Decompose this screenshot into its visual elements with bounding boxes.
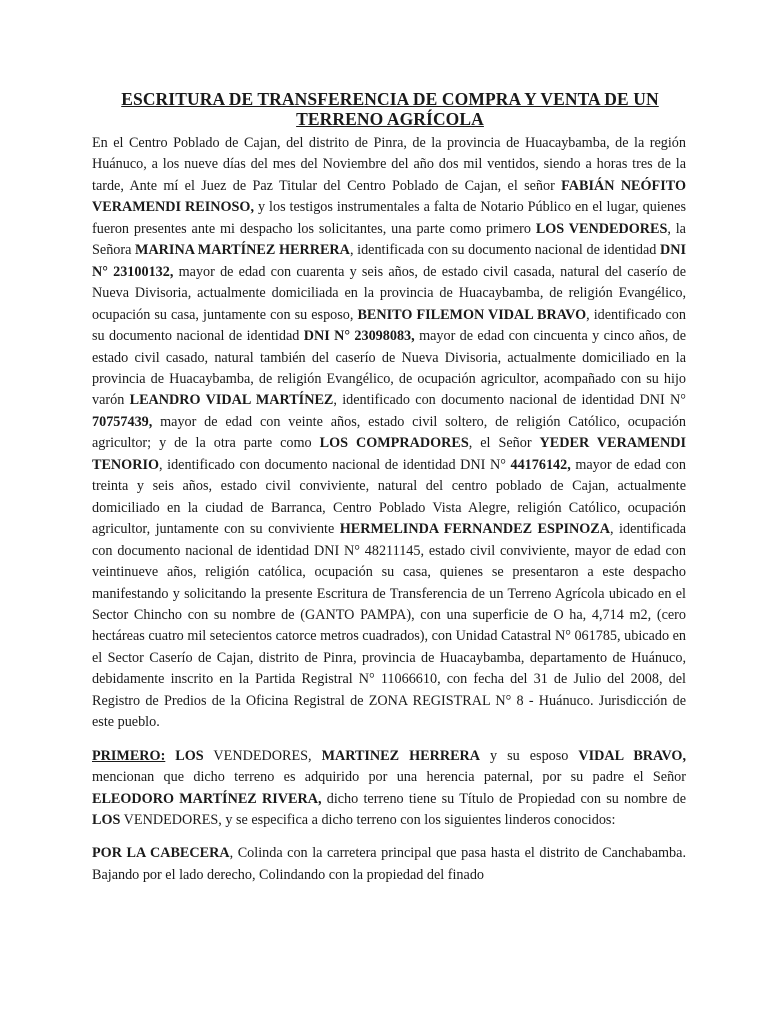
bold-text-run: FABIÁN NEÓFITO VERAMENDI REINOSO, [92,177,686,216]
text-run: En el Centro Poblado de Cajan, del distrito de Pinra, de la provincia de Huacaybamba, de la región Huánuco, a los nueve días del mes del Noviembre del año dos mil ventidos, siendo a horas tres de la tarde, Ante mí el Juez de Paz Titular del Centro Poblado de Cajan, el señor [92,135,686,194]
bold-text-run: MARINA MARTÍNEZ HERRERA [135,242,350,259]
text-run: mayor de edad con treinta y seis años, estado civil conviviente, natural del centro poblado de Cajan, actualmente domiciliado en la ciudad de Barranca, Centro Poblado Vista Alegre, religión Católico, ocupación agricultor, juntamente con su conviviente [92,456,686,538]
bold-text-run: DNI N° 23098083, [303,328,415,345]
text-run: , el Señor [468,435,540,452]
paragraph-por-la-cabecera [92,843,686,886]
bold-text-run: PRIMERO: [92,747,166,764]
text-run: mencionan que dicho terreno es adquirido por una herencia paternal, por su padre el Señor [92,769,686,786]
bold-text-run: LOS [92,811,121,828]
bold-text-run: HERMELINDA FERNANDEZ ESPINOZA [339,521,611,538]
text-run: y los testigos instrumentales a falta de Notario Público en el lugar, quienes fueron presentes ante mi despacho los solicitantes, una parte como primero [92,199,686,237]
bold-text-run: VIDAL BRAVO, [578,747,686,764]
text-run: VENDEDORES, y se especifica a dicho terreno con los siguientes linderos conocidos: [120,811,616,828]
bold-text-run: LOS [175,747,204,764]
text-run [165,748,175,764]
paragraph-primero [92,746,686,832]
text-run: , identificada con su documento nacional de identidad [349,242,660,259]
text-run: , identificado con documento nacional de identidad DNI N° [333,392,686,409]
text-run: , Colinda con la carretera principal que pasa hasta el distrito de Canchabamba. Bajando por el lado derecho, Colindando con la propiedad del finado [92,845,686,883]
text-run: y su esposo [480,747,579,764]
text-run: VENDEDORES, [203,747,322,764]
text-run: , identificado con su documento nacional de identidad [92,306,686,345]
bold-text-run: DNI N° 23100132, [92,242,686,280]
bold-text-run: LOS COMPRADORES [319,435,469,452]
bold-text-run: ELEODORO MARTÍNEZ RIVERA, [92,790,322,807]
paragraph-intro [92,133,686,734]
text-run: , la Señora [92,220,686,259]
bold-text-run: 70757439, [92,413,153,430]
document-title: ESCRITURA DE TRANSFERENCIA DE COMPRA Y VENTA DE UN TERRENO AGRÍCOLA [121,89,659,129]
bold-text-run: LEANDRO VIDAL MARTÍNEZ [129,392,334,409]
text-run: dicho terreno tiene su Título de Propiedad con su nombre de [321,790,686,807]
bold-text-run: LOS VENDEDORES [535,220,668,237]
bold-text-run: YEDER VERAMENDI TENORIO [92,435,687,473]
text-run: mayor de edad con cuarenta y seis años, de estado civil casada, natural del caserío de Nueva Divisoria, actualmente domiciliada en la provincia de Huacaybamba, de religión Evangélico, ocupación su casa, juntamente con su esposo, [92,263,687,323]
text-run: , identificado con documento nacional de identidad DNI N° [159,456,511,473]
bold-text-run: MARTINEZ HERRERA [321,747,481,764]
text-run: , identificada con documento nacional de identidad DNI N° 48211145, estado civil conviviente, mayor de edad con veintinueve años, religión católica, ocupación su casa, quienes se presentaron a este despacho manifestando y solicitando la presente Escritura de Transferencia de un Terreno Agrícola ubicado en el Sector Chincho con su nombre de (GANTO PAMPA), con una superficie de O ha, 4,714 m2, (cero hectáreas cuatro mil setecientos catorce metros cuadrados), con Unidad Catastral N° 061785, ubicado en el Sector Caserío de Cajan, distrito de Pinra, provincia de Huacaybamba, departamento de Huánuco, debidamente inscrito en la Partida Registral N° 11066610, con fecha del 31 de Julio del 2008, del Registro de Predios de la Oficina Registral de ZONA REGISTRAL N° 8 - Huánuco. Jurisdicción de este pueblo. [92,521,686,731]
text-run: mayor de edad con cincuenta y cinco años, de estado civil casado, natural también del caserío de Nueva Divisoria, actualmente domiciliado en la provincia de Huacaybamba, de religión Evangélico, de ocupación agricultor, acompañado con su hijo varón [92,328,687,409]
bold-text-run: BENITO FILEMON VIDAL BRAVO [357,306,587,323]
bold-text-run: POR LA CABECERA [92,845,230,862]
text-run: mayor de edad con veinte años, estado civil soltero, de religión Católico, ocupación agricultor; y de la otra parte como [92,413,686,452]
bold-text-run: 44176142, [510,456,571,473]
document-body [92,133,686,886]
